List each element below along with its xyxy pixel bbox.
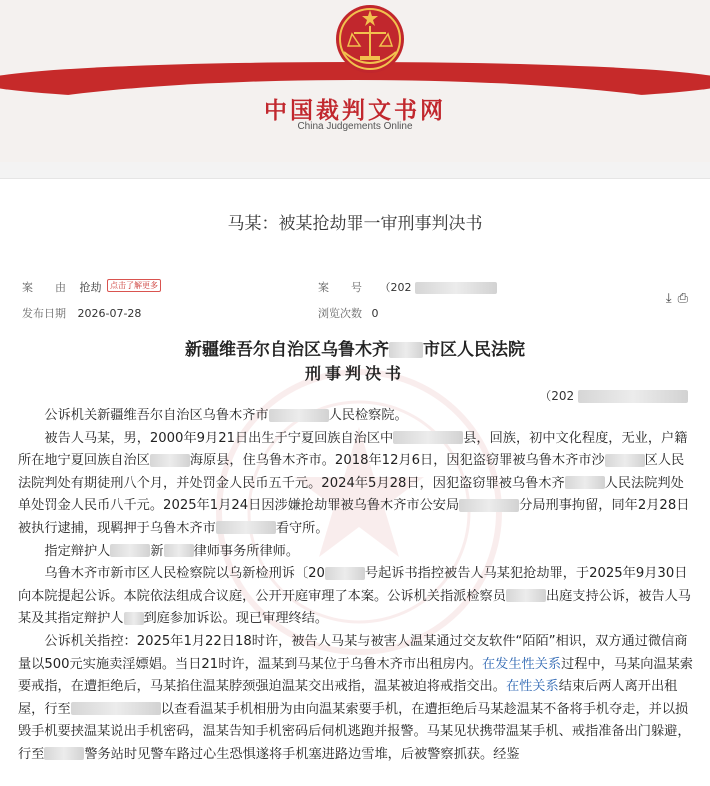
- court-name-part2: 市区人民法院: [423, 340, 525, 360]
- text: 海原县，住乌鲁木齐市。2018年12月6日，因犯盗窃罪被乌鲁木齐市沙: [189, 453, 605, 469]
- learn-more-link[interactable]: 点击了解更多: [107, 279, 161, 292]
- text: 警务站时见警车路过心生恐惧遂将手机塞进路边雪堆，后被警察抓获。经鉴: [84, 746, 520, 762]
- document-toolbar: [666, 291, 688, 306]
- redacted-text: [110, 544, 150, 557]
- views-label: 浏览次数: [318, 307, 362, 320]
- text: 人民法院判处单处罚金人民币八千元。2025年1月24日因涉嫌抢劫罪被乌鲁木齐市公安局: [18, 475, 684, 514]
- paragraph-defendant: [18, 428, 694, 541]
- meta-cause: [22, 279, 161, 295]
- keyword-link[interactable]: 在发生性关系: [481, 656, 562, 672]
- text: 人民检察院。: [328, 408, 408, 423]
- court-emblem-icon: [330, 2, 410, 76]
- text: 出庭支持公诉，被告人马某及其指定辩护人: [18, 588, 691, 627]
- text: 县，回族，初中文化程度，无业，户籍所在地宁夏回族自治区: [18, 430, 688, 469]
- redacted-text: [578, 390, 688, 403]
- document-page: [0, 178, 710, 786]
- keyword-link[interactable]: 在性关系: [505, 679, 559, 695]
- redacted-text: [565, 476, 605, 489]
- text: 分局刑事拘留，同年2月28日被执行逮捕，现羁押于乌鲁木齐市: [18, 498, 690, 536]
- redacted-text: [459, 499, 519, 512]
- meta-publish-date: [22, 305, 141, 321]
- text: 号起诉书指控被告人马某犯抢劫罪，于2025年9月30日向本院提起公诉。本院依法组成合议庭，公开开庭审理了本案。公诉机关指派检察员: [18, 566, 688, 604]
- publish-label: 发布日期: [22, 307, 66, 320]
- redacted-text: [389, 342, 423, 358]
- case-no-label: 案 号: [318, 281, 362, 294]
- meta-case-no: [318, 279, 497, 295]
- case-number-line: [539, 387, 688, 404]
- download-icon[interactable]: ⤓: [665, 291, 672, 306]
- paragraph-prosecutor: [18, 405, 694, 428]
- redacted-text: [124, 612, 144, 625]
- redacted-text: [44, 747, 84, 760]
- case-number-prefix: （202: [539, 389, 575, 403]
- text: 律师事务所律师。: [193, 543, 300, 559]
- cause-label: 案 由: [22, 281, 66, 294]
- site-subtitle: China Judgements Online: [297, 121, 413, 132]
- redacted-text: [164, 544, 194, 557]
- text: 公诉机关新疆维吾尔自治区乌鲁木齐市: [44, 408, 269, 423]
- text: 区人民法院判处有期徒刑八个月，并处罚金人民币五千元。2024年5月28日，因犯盗窃罪被乌鲁木齐: [18, 453, 685, 491]
- case-no-value: （202: [379, 281, 412, 294]
- redacted-text: [216, 521, 276, 534]
- text: 结束后两人离开出租屋，行至: [18, 679, 678, 717]
- redacted-text: [506, 589, 546, 602]
- redacted-text: [269, 409, 329, 422]
- cause-value: 抢劫: [79, 281, 102, 294]
- publish-value: 2026-07-28: [77, 307, 142, 320]
- redacted-text: [150, 454, 190, 467]
- text: 被告人马某，男，2000年9月21日出生于宁夏回族自治区中: [44, 430, 394, 446]
- text: 新: [150, 543, 164, 559]
- print-icon[interactable]: ⎙: [677, 291, 688, 306]
- redacted-text: [415, 282, 497, 294]
- text: 公诉机关指控：2025年1月22日18时许，被告人马某与被害人温某通过交友软件“陌陌”相识，双方通过微信商量以500元实施卖淫嫖娼。当日21时许，温某到马某位于乌鲁木齐市出租房内。: [18, 633, 688, 672]
- paragraph-prosecution: [18, 563, 694, 631]
- document-title: 马某：被某抢劫罪一审刑事判决书: [227, 214, 483, 234]
- text: 到庭参加诉讼。现已审理终结。: [143, 611, 329, 627]
- redacted-text: [605, 454, 645, 467]
- site-title: 中国裁判文书网: [264, 98, 446, 124]
- redacted-text: [393, 431, 463, 444]
- paragraph-defender: [18, 541, 694, 564]
- text: 乌鲁木齐市新市区人民检察院以乌新检刑诉〔20: [44, 566, 325, 582]
- text: 指定辩护人: [44, 543, 111, 559]
- meta-views: [318, 305, 379, 321]
- redacted-text: [71, 702, 161, 715]
- text: 看守所。: [275, 520, 329, 536]
- judgment-body: [18, 405, 694, 767]
- redacted-text: [325, 567, 365, 580]
- court-name: [0, 335, 710, 360]
- court-name-part1: 新疆维吾尔自治区乌鲁木齐: [185, 340, 389, 360]
- text: 过程中，马某向温某索要戒指，在遭拒绝后，马某掐住温某脖颈强迫温某交出戒指，温某被迫将戒指交出。: [18, 656, 693, 695]
- text: 以查看温某手机相册为由向温某索要手机，在遭拒绝后马某趁温某不备将手机夺走，并以损毁手机要挟温某说出手机密码，温某告知手机密码后伺机逃跑并报警。马某见状携带温某手机、戒指准备出门躲避，行至: [18, 701, 691, 762]
- views-value: 0: [371, 307, 379, 320]
- judgment-type: 刑事判决书: [304, 364, 405, 383]
- paragraph-charges: [18, 631, 694, 767]
- site-header: [0, 0, 710, 162]
